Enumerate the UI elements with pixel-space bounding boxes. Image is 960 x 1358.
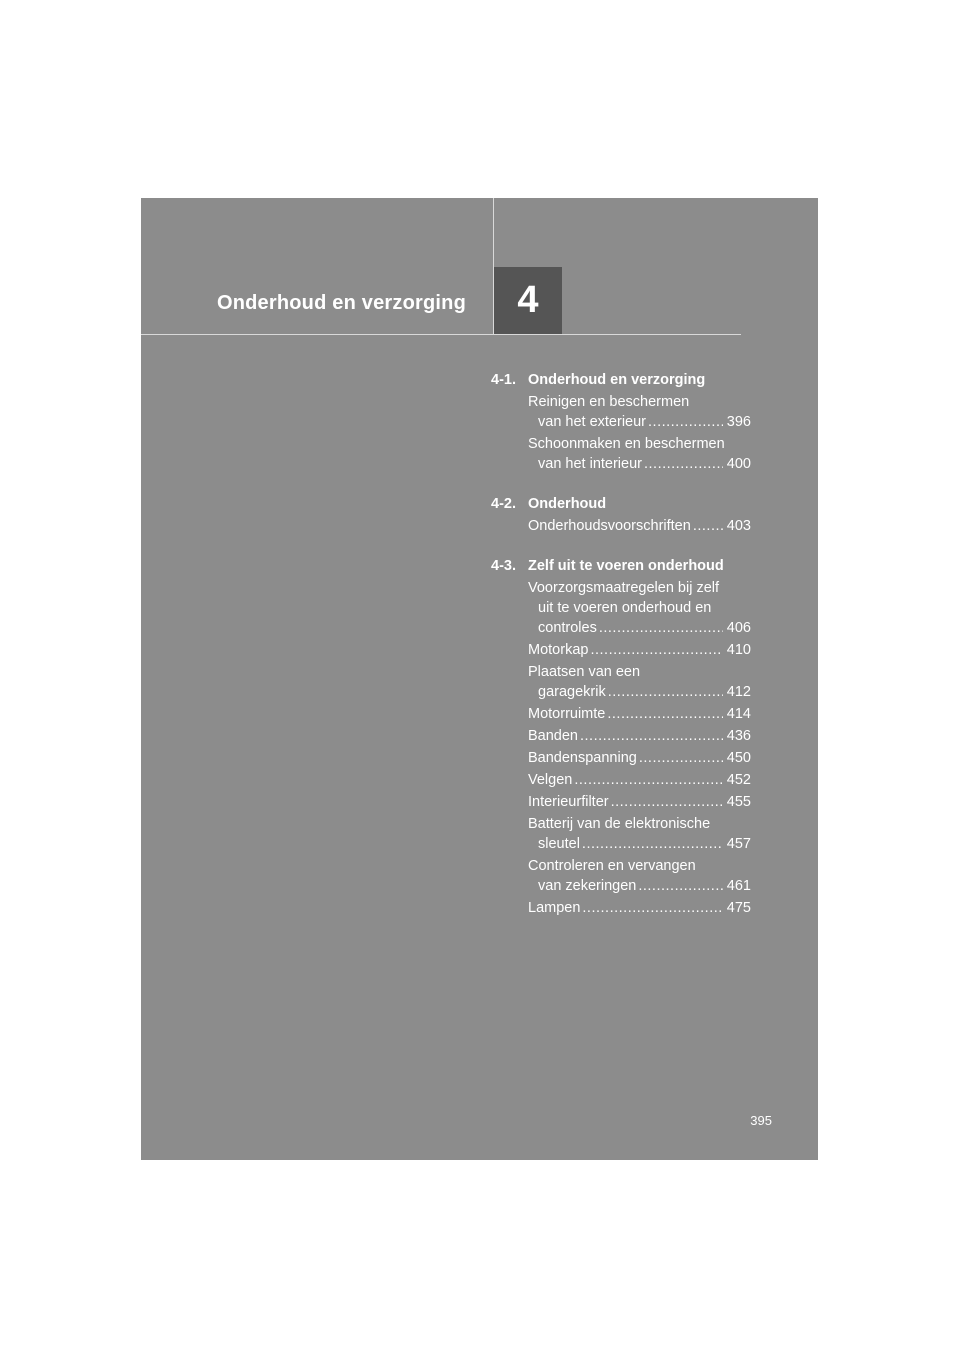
toc-entry[interactable] bbox=[528, 640, 751, 660]
toc-entry[interactable] bbox=[528, 662, 751, 702]
toc-entry[interactable] bbox=[528, 748, 751, 768]
entry-page-number: 457 bbox=[726, 836, 751, 852]
entry-text: Interieurfilter bbox=[528, 794, 609, 810]
entry-page-number: 455 bbox=[726, 794, 751, 810]
toc-entry[interactable] bbox=[528, 392, 751, 432]
entry-page-number: 406 bbox=[726, 620, 751, 636]
toc-entry[interactable] bbox=[528, 770, 751, 790]
dot-leader bbox=[590, 640, 722, 660]
table-of-contents bbox=[491, 370, 751, 938]
entry-text: Onderhoudsvoorschriften bbox=[528, 518, 691, 534]
entry-text: uit te voeren onderhoud en bbox=[538, 600, 712, 616]
entry-text: Schoonmaken en beschermen bbox=[528, 436, 725, 452]
entry-text: Banden bbox=[528, 728, 578, 744]
entry-text: garagekrik bbox=[538, 684, 606, 700]
section-number: 4-2. bbox=[491, 496, 516, 512]
entry-text: Motorkap bbox=[528, 642, 589, 658]
entry-page-number: 412 bbox=[726, 684, 751, 700]
entry-text: van het interieur bbox=[538, 456, 642, 472]
toc-entry[interactable] bbox=[528, 434, 751, 474]
toc-entry[interactable] bbox=[528, 856, 751, 896]
toc-entry[interactable] bbox=[528, 792, 751, 812]
page-number: 395 bbox=[750, 1113, 772, 1128]
dot-leader bbox=[580, 726, 723, 746]
dot-leader bbox=[639, 748, 723, 768]
section-heading[interactable] bbox=[491, 556, 751, 576]
toc-section bbox=[491, 556, 751, 918]
toc-entry[interactable] bbox=[528, 578, 751, 638]
toc-entry[interactable] bbox=[528, 726, 751, 746]
entry-text: Lampen bbox=[528, 900, 581, 916]
section-title: Zelf uit te voeren onderhoud bbox=[528, 558, 724, 574]
entry-page-number: 400 bbox=[726, 456, 751, 472]
entry-page-number: 436 bbox=[726, 728, 751, 744]
entry-text: controles bbox=[538, 620, 597, 636]
chapter-number-badge: 4 bbox=[494, 267, 562, 334]
entry-text: Velgen bbox=[528, 772, 573, 788]
section-title: Onderhoud bbox=[528, 496, 607, 512]
dot-leader bbox=[608, 682, 723, 702]
toc-entry[interactable] bbox=[528, 516, 751, 536]
toc-entry[interactable] bbox=[528, 898, 751, 918]
dot-leader bbox=[599, 618, 723, 638]
dot-leader bbox=[582, 898, 722, 918]
entry-text: Motorruimte bbox=[528, 706, 606, 722]
entry-page-number: 461 bbox=[726, 878, 751, 894]
section-heading[interactable] bbox=[491, 370, 751, 390]
entry-text: van het exterieur bbox=[538, 414, 647, 430]
dot-leader bbox=[582, 834, 723, 854]
entry-page-number: 452 bbox=[726, 772, 751, 788]
section-number: 4-3. bbox=[491, 558, 516, 574]
section-number: 4-1. bbox=[491, 372, 516, 388]
entry-page-number: 403 bbox=[726, 518, 751, 534]
section-title: Onderhoud en verzorging bbox=[528, 372, 706, 388]
dot-leader bbox=[607, 704, 722, 724]
toc-section bbox=[491, 494, 751, 536]
entry-text: sleutel bbox=[538, 836, 580, 852]
entry-text: Controleren en vervangen bbox=[528, 858, 696, 874]
entry-text: Batterij van de elektronische bbox=[528, 816, 711, 832]
entry-text: van zekeringen bbox=[538, 878, 637, 894]
entry-page-number: 396 bbox=[726, 414, 751, 430]
dot-leader bbox=[648, 412, 723, 432]
entry-text: Bandenspanning bbox=[528, 750, 637, 766]
horizontal-divider bbox=[141, 334, 741, 335]
dot-leader bbox=[611, 792, 723, 812]
entry-page-number: 450 bbox=[726, 750, 751, 766]
entry-text: Plaatsen van een bbox=[528, 664, 641, 680]
entry-text: Voorzorgsmaatregelen bij zelf bbox=[528, 580, 720, 596]
dot-leader bbox=[574, 770, 722, 790]
chapter-panel bbox=[141, 198, 818, 1160]
dot-leader bbox=[638, 876, 722, 896]
entry-text: Reinigen en beschermen bbox=[528, 394, 690, 410]
entry-page-number: 414 bbox=[726, 706, 751, 722]
chapter-title: Onderhoud en verzorging bbox=[216, 292, 466, 314]
dot-leader bbox=[693, 516, 723, 536]
toc-entry[interactable] bbox=[528, 704, 751, 724]
entry-page-number: 475 bbox=[726, 900, 751, 916]
dot-leader bbox=[644, 454, 723, 474]
section-heading[interactable] bbox=[491, 494, 751, 514]
toc-entry[interactable] bbox=[528, 814, 751, 854]
entry-page-number: 410 bbox=[726, 642, 751, 658]
toc-section bbox=[491, 370, 751, 474]
